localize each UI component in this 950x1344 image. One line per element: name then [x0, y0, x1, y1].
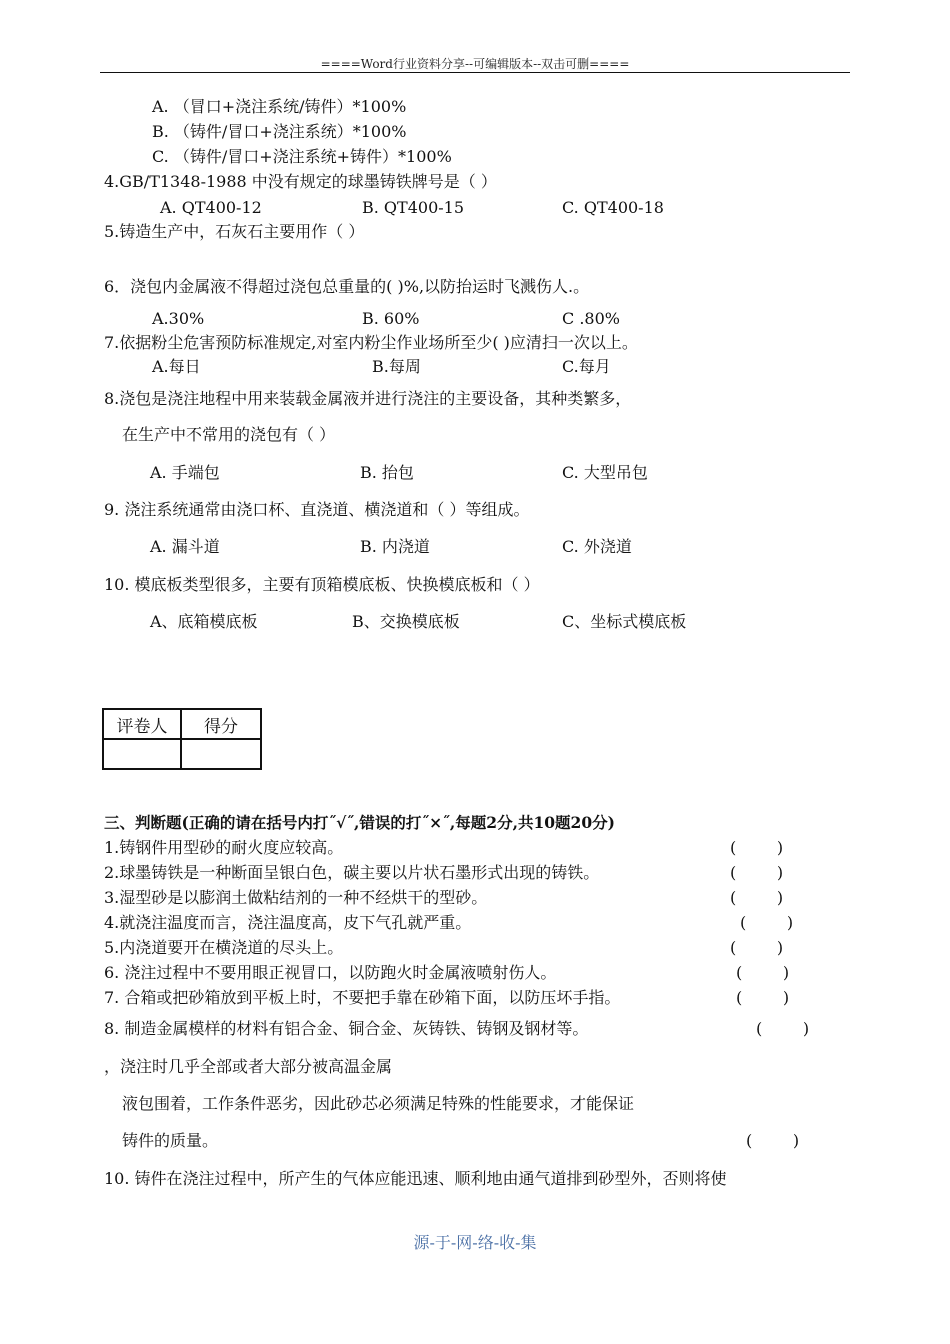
q7-option-c: C.每月	[562, 357, 611, 376]
q4-option-b: B. QT400-15	[362, 198, 465, 217]
q9-option-c: C. 外浇道	[562, 537, 632, 556]
q6-option-a: A.30%	[152, 309, 205, 328]
q7-stem: 7.依据粉尘危害预防标准规定,对室内粉尘作业场所至少( )应清扫一次以上。	[104, 333, 638, 352]
tf-answer-8[interactable]: ( )	[756, 1019, 810, 1038]
tf-item-1: 1.铸钢件用型砂的耐火度应较高。	[104, 838, 344, 857]
tf-item-9-line1: ，浇注时几乎全部或者大部分被高温金属	[104, 1057, 393, 1076]
tf-item-8: 8. 制造金属模样的材料有铝合金、铜合金、灰铸铁、铸钢及钢材等。	[104, 1019, 589, 1038]
q10-option-c: C、坐标式模底板	[562, 612, 687, 631]
q3-option-a: A. （冒口+浇注系统/铸件）*100%	[152, 97, 407, 116]
q10-stem: 10. 模底板类型很多，主要有顶箱模底板、快换模底板和（ ）	[104, 575, 540, 594]
q4-option-a: A. QT400-12	[160, 198, 262, 217]
q7-option-b: B.每周	[372, 357, 421, 376]
q6-stem: 6．浇包内金属液不得超过浇包总重量的( )%,以防抬运时飞溅伤人.。	[104, 277, 590, 296]
q9-option-a: A. 漏斗道	[150, 537, 220, 556]
q8-option-c: C. 大型吊包	[562, 463, 648, 482]
reviewer-cell[interactable]	[103, 739, 181, 769]
score-cell[interactable]	[181, 739, 261, 769]
score-table	[102, 708, 262, 770]
tf-answer-6[interactable]: ( )	[736, 963, 790, 982]
tf-answer-4[interactable]: ( )	[740, 913, 794, 932]
q6-option-b: B. 60%	[362, 309, 420, 328]
q3-option-c: C. （铸件/冒口+浇注系统+铸件）*100%	[152, 147, 452, 166]
q9-stem: 9. 浇注系统通常由浇口杯、直浇道、横浇道和（ ）等组成。	[104, 500, 530, 519]
q6-option-c: C .80%	[562, 309, 620, 328]
score-header: 得分	[181, 709, 261, 739]
tf-item-9-line2: 液包围着，工作条件恶劣，因此砂芯必须满足特殊的性能要求，才能保证	[122, 1094, 635, 1113]
q7-option-a: A.每日	[152, 357, 201, 376]
q4-stem: 4.GB/T1348-1988 中没有规定的球墨铸铁牌号是（ ）	[104, 172, 497, 191]
page-footer: 源-于-网-络-收-集	[413, 1233, 537, 1252]
tf-item-4: 4.就浇注温度而言，浇注温度高，皮下气孔就严重。	[104, 913, 472, 932]
tf-answer-3[interactable]: ( )	[730, 888, 784, 907]
q4-option-c: C. QT400-18	[562, 198, 664, 217]
q8-option-b: B. 抬包	[360, 463, 414, 482]
tf-answer-5[interactable]: ( )	[730, 938, 784, 957]
tf-answer-1[interactable]: ( )	[730, 838, 784, 857]
tf-item-6: 6. 浇注过程中不要用眼正视冒口，以防跑火时金属液喷射伤人。	[104, 963, 557, 982]
q9-option-b: B. 内浇道	[360, 537, 430, 556]
q8-option-a: A. 手端包	[150, 463, 220, 482]
tf-item-9-line3: 铸件的质量。	[122, 1131, 219, 1150]
q8-stem-line1: 8.浇包是浇注地程中用来装载金属液并进行浇注的主要设备，其种类繁多，	[104, 389, 632, 408]
tf-answer-2[interactable]: ( )	[730, 863, 784, 882]
tf-item-10-line1: 10. 铸件在浇注过程中，所产生的气体应能迅速、顺利地由通气道排到砂型外，否则将使	[104, 1169, 727, 1188]
tf-item-3: 3.湿型砂是以膨润土做粘结剂的一种不经烘干的型砂。	[104, 888, 488, 907]
tf-item-7: 7. 合箱或把砂箱放到平板上时，不要把手靠在砂箱下面，以防压坏手指。	[104, 988, 621, 1007]
tf-answer-7[interactable]: ( )	[736, 988, 790, 1007]
q10-option-b: B、交换模底板	[352, 612, 460, 631]
page-header: ====Word行业资料分享--可编辑版本--双击可删====	[320, 57, 630, 71]
section3-title: 三、判断题(正确的请在括号内打˝√˝,错误的打˝×˝,每题2分,共10题20分)	[104, 813, 615, 832]
tf-item-5: 5.内浇道要开在横浇道的尽头上。	[104, 938, 344, 957]
q10-option-a: A、底箱模底板	[150, 612, 258, 631]
q8-stem-line2: 在生产中不常用的浇包有（ ）	[122, 425, 336, 444]
q3-option-b: B. （铸件/冒口+浇注系统）*100%	[152, 122, 407, 141]
tf-answer-9[interactable]: ( )	[746, 1131, 800, 1150]
q5-stem: 5.铸造生产中，石灰石主要用作（ ）	[104, 222, 365, 241]
tf-item-2: 2.球墨铸铁是一种断面呈银白色，碳主要以片状石墨形式出现的铸铁。	[104, 863, 600, 882]
reviewer-header: 评卷人	[103, 709, 181, 739]
header-rule	[100, 72, 850, 73]
